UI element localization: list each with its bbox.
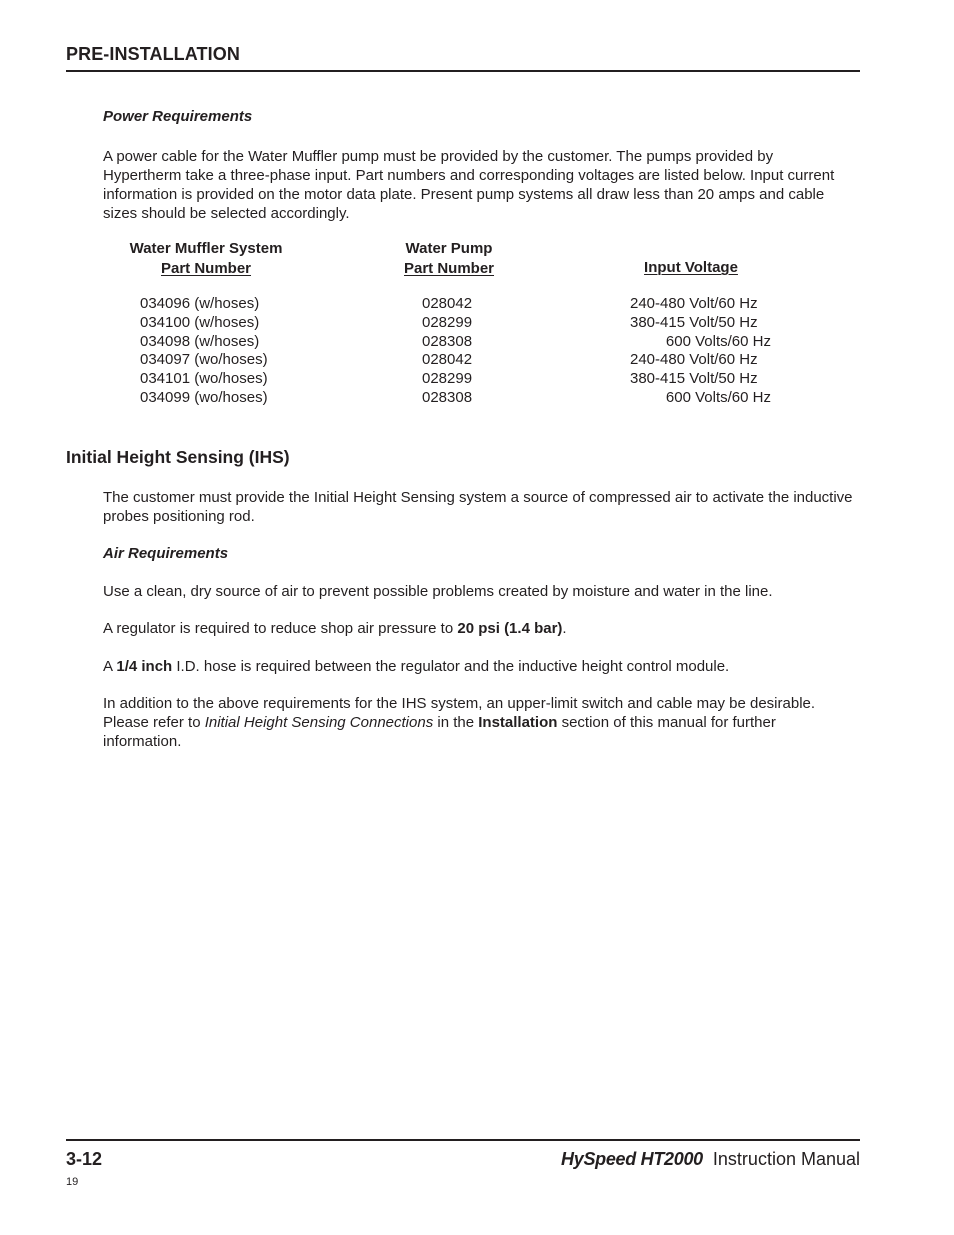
header-system-line2: Part Number bbox=[160, 259, 252, 277]
regulator-text-end: . bbox=[562, 620, 567, 637]
header-rule bbox=[66, 70, 860, 72]
table-cell-voltage: 600 Volts/60 Hz bbox=[665, 332, 771, 350]
addition-text: In addition to the above requirements for the IHS system, an upper-limit switch and cable may be desirable. Please refer to bbox=[103, 695, 816, 731]
header-pump-line1: Water Pump bbox=[405, 240, 493, 257]
section-title: PRE-INSTALLATION bbox=[66, 44, 240, 64]
power-requirements-heading: Power Requirements bbox=[103, 108, 253, 125]
table-cell-pump: 028042 bbox=[422, 295, 473, 312]
table-header-pump bbox=[369, 239, 529, 278]
table-header-voltage bbox=[611, 258, 771, 278]
power-requirements-paragraph: A power cable for the Water Muffler pump must be provided by the customer. The pumps provided by Hypertherm take a three-phase input. Part numbers and corresponding voltages are listed below. Input current information is provided on the motor data plate. Present pump systems all draw less than 20 amps and cable sizes should be selected accordingly. bbox=[103, 148, 835, 222]
table-cell-voltage: 600 Volts/60 Hz bbox=[665, 388, 771, 406]
installation-reference: Installation bbox=[478, 714, 558, 731]
column-system bbox=[140, 295, 268, 408]
table-cell-system: 034101 (wo/hoses) bbox=[140, 370, 268, 388]
air-clean-paragraph: Use a clean, dry source of air to prevent possible problems created by moisture and water in the line. bbox=[103, 583, 773, 600]
table-cell-voltage: 240-480 Volt/60 Hz bbox=[630, 295, 758, 312]
hose-size: 1/4 inch bbox=[116, 658, 173, 675]
table-cell-pump: 028299 bbox=[422, 313, 473, 331]
regulator-text: A regulator is required to reduce shop air pressure to bbox=[103, 620, 458, 637]
page-number: 3-12 bbox=[66, 1149, 103, 1169]
brand-name: HySpeed HT2000 bbox=[561, 1149, 703, 1169]
hose-text-end: I.D. hose is required between the regulator and the inductive height control module. bbox=[172, 658, 730, 675]
header-voltage: Input Voltage bbox=[644, 259, 738, 276]
hose-text: A bbox=[103, 658, 117, 675]
table-cell-system: 034098 (w/hoses) bbox=[140, 332, 260, 350]
addition-text-2: in the bbox=[433, 714, 479, 731]
table-cell-voltage: 240-480 Volt/60 Hz bbox=[630, 351, 758, 369]
column-voltage bbox=[611, 295, 771, 408]
manual-label: Instruction Manual bbox=[712, 1149, 860, 1169]
table-cell-voltage: 380-415 Volt/50 Hz bbox=[630, 370, 758, 388]
header-pump-line2: Part Number bbox=[403, 259, 495, 277]
table-cell-system: 034096 (w/hoses) bbox=[140, 295, 260, 312]
table-cell-pump: 028308 bbox=[422, 388, 473, 406]
table-cell-voltage: 380-415 Volt/50 Hz bbox=[630, 313, 758, 331]
hose-paragraph bbox=[103, 657, 855, 676]
footer-manual-title bbox=[561, 1149, 860, 1170]
table-cell-system: 034097 (wo/hoses) bbox=[140, 351, 268, 369]
regulator-paragraph bbox=[103, 619, 855, 638]
addition-paragraph bbox=[103, 694, 855, 751]
ihs-intro-paragraph: The customer must provide the Initial Height Sensing system a source of compressed air to activate the inductive probes positioning rod. bbox=[103, 489, 853, 525]
regulator-pressure: 20 psi (1.4 bar) bbox=[457, 620, 563, 637]
ihs-heading: Initial Height Sensing (IHS) bbox=[66, 447, 290, 467]
table-cell-pump: 028308 bbox=[422, 332, 473, 350]
header-system-line1: Water Muffler System bbox=[129, 240, 283, 257]
footer-rule bbox=[66, 1139, 860, 1141]
table-cell-pump: 028299 bbox=[422, 370, 473, 388]
table-cell-system: 034100 (w/hoses) bbox=[140, 313, 260, 331]
table-cell-system: 034099 (wo/hoses) bbox=[140, 388, 268, 406]
ihs-connections-reference: Initial Height Sensing Connections bbox=[204, 714, 434, 731]
table-header-system bbox=[105, 239, 307, 278]
table-cell-pump: 028042 bbox=[422, 351, 473, 369]
air-requirements-heading: Air Requirements bbox=[103, 545, 229, 562]
sheet-number: 19 bbox=[66, 1176, 79, 1188]
column-pump bbox=[422, 295, 472, 408]
addition-text-3: section of this manual for further information. bbox=[103, 714, 776, 750]
